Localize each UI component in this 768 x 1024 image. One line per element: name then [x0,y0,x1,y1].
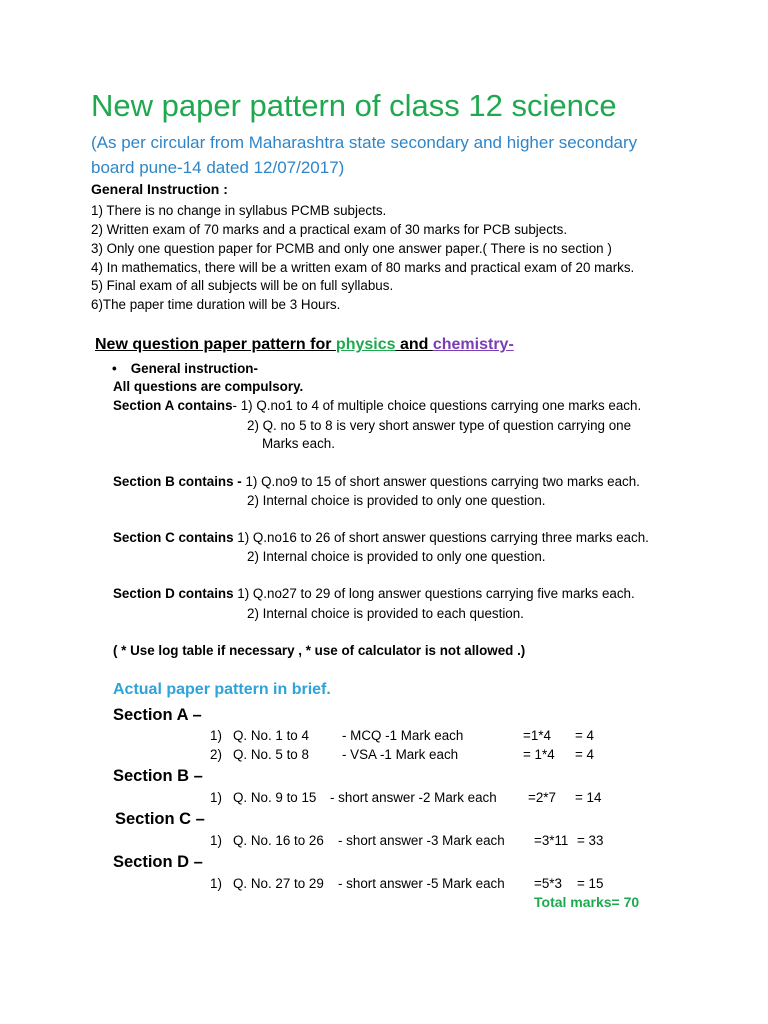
chemistry-label: chemistry- [432,336,514,353]
section-a-label: Section A contains [113,398,233,413]
brief-section-d-heading: Section D – [113,853,203,871]
instruction-item: 3) Only one question paper for PCMB and only one answer paper.( There is no section ) [91,241,612,256]
section-c-text-1: 1) Q.no16 to 26 of short answer questions carrying three marks each. [237,530,649,545]
brief-row [0,728,768,746]
qp-heading-prefix: New question paper pattern for [95,336,336,353]
subtitle-line-2: board pune-14 dated 12/07/2017) [91,158,345,177]
row-type: - VSA -1 Mark each [342,747,459,762]
brief-row [0,833,768,851]
row-question: Q. No. 5 to 8 [233,747,309,762]
row-question: Q. No. 16 to 26 [233,833,324,848]
section-a-text-2: 2) Q. no 5 to 8 is very short answer type of question carrying one [247,418,632,433]
row-question: Q. No. 1 to 4 [233,728,309,743]
section-a-line-1 [113,398,641,413]
general-instruction-heading: General Instruction : [91,181,228,197]
row-result: = 4 [575,747,594,762]
section-a-sep: - [232,398,241,413]
section-c-label: Section C contains [113,530,238,545]
brief-section-a-heading: Section A – [113,706,202,724]
subtitle-line-1: (As per circular from Maharashtra state secondary and higher secondary [91,133,638,152]
row-result: = 33 [577,833,604,848]
instruction-item: 5) Final exam of all subjects will be on full syllabus. [91,278,394,293]
section-b-label: Section B contains - [113,474,246,489]
row-type: - short answer -5 Mark each [338,876,505,891]
section-d-label: Section D contains [113,586,238,601]
question-paper-heading [95,336,514,354]
bullet-icon: • [112,361,117,376]
row-calc: = 1*4 [523,747,555,762]
section-b-text-1: 1) Q.no9 to 15 of short answer questions carrying two marks each. [245,474,640,489]
row-number: 1) [210,728,222,743]
row-number: 1) [210,833,222,848]
row-question: Q. No. 9 to 15 [233,790,317,805]
section-b-line-1 [113,474,640,489]
row-calc: =5*3 [534,876,562,891]
page-title: New paper pattern of class 12 science [91,88,617,123]
section-a-text-3: Marks each. [262,436,335,451]
row-number: 2) [210,747,222,762]
row-calc: =3*11 [534,833,569,848]
instruction-item: 1) There is no change in syllabus PCMB subjects. [91,203,387,218]
brief-heading: Actual paper pattern in brief. [113,681,331,698]
row-calc: =2*7 [528,790,556,805]
row-number: 1) [210,876,222,891]
all-compulsory: All questions are compulsory. [113,379,304,394]
brief-section-c-heading: Section C – [115,810,205,828]
section-d-text-2: 2) Internal choice is provided to each question. [247,606,524,621]
section-a-text-1: 1) Q.no1 to 4 of multiple choice questions carrying one marks each. [240,398,642,413]
section-c-line-1 [113,530,649,545]
brief-row [0,747,768,765]
instruction-item: 4) In mathematics, there will be a written exam of 80 marks and practical exam of 20 marks. [91,260,635,275]
brief-row [0,876,768,894]
physics-label: physics [335,336,396,353]
section-c-text-2: 2) Internal choice is provided to only one question. [247,549,546,564]
row-type: - MCQ -1 Mark each [342,728,464,743]
total-marks: Total marks= 70 [534,894,640,910]
section-b-text-2: 2) Internal choice is provided to only one question. [247,493,546,508]
section-d-line-1 [113,586,635,601]
brief-section-b-heading: Section B – [113,767,203,785]
calculator-note: ( * Use log table if necessary , * use of calculator is not allowed .) [113,643,526,658]
row-result: = 4 [575,728,594,743]
instruction-item: 6)The paper time duration will be 3 Hours. [91,297,341,312]
row-result: = 15 [577,876,604,891]
row-result: = 14 [575,790,602,805]
row-number: 1) [210,790,222,805]
row-question: Q. No. 27 to 29 [233,876,324,891]
row-calc: =1*4 [523,728,551,743]
bullet-item [112,361,258,376]
bullet-label: General instruction- [130,361,258,376]
qp-heading-and: and [395,336,433,353]
brief-row [0,790,768,808]
row-type: - short answer -2 Mark each [330,790,497,805]
section-d-text-1: 1) Q.no27 to 29 of long answer questions carrying five marks each. [237,586,635,601]
row-type: - short answer -3 Mark each [338,833,505,848]
instruction-item: 2) Written exam of 70 marks and a practical exam of 30 marks for PCB subjects. [91,222,568,237]
